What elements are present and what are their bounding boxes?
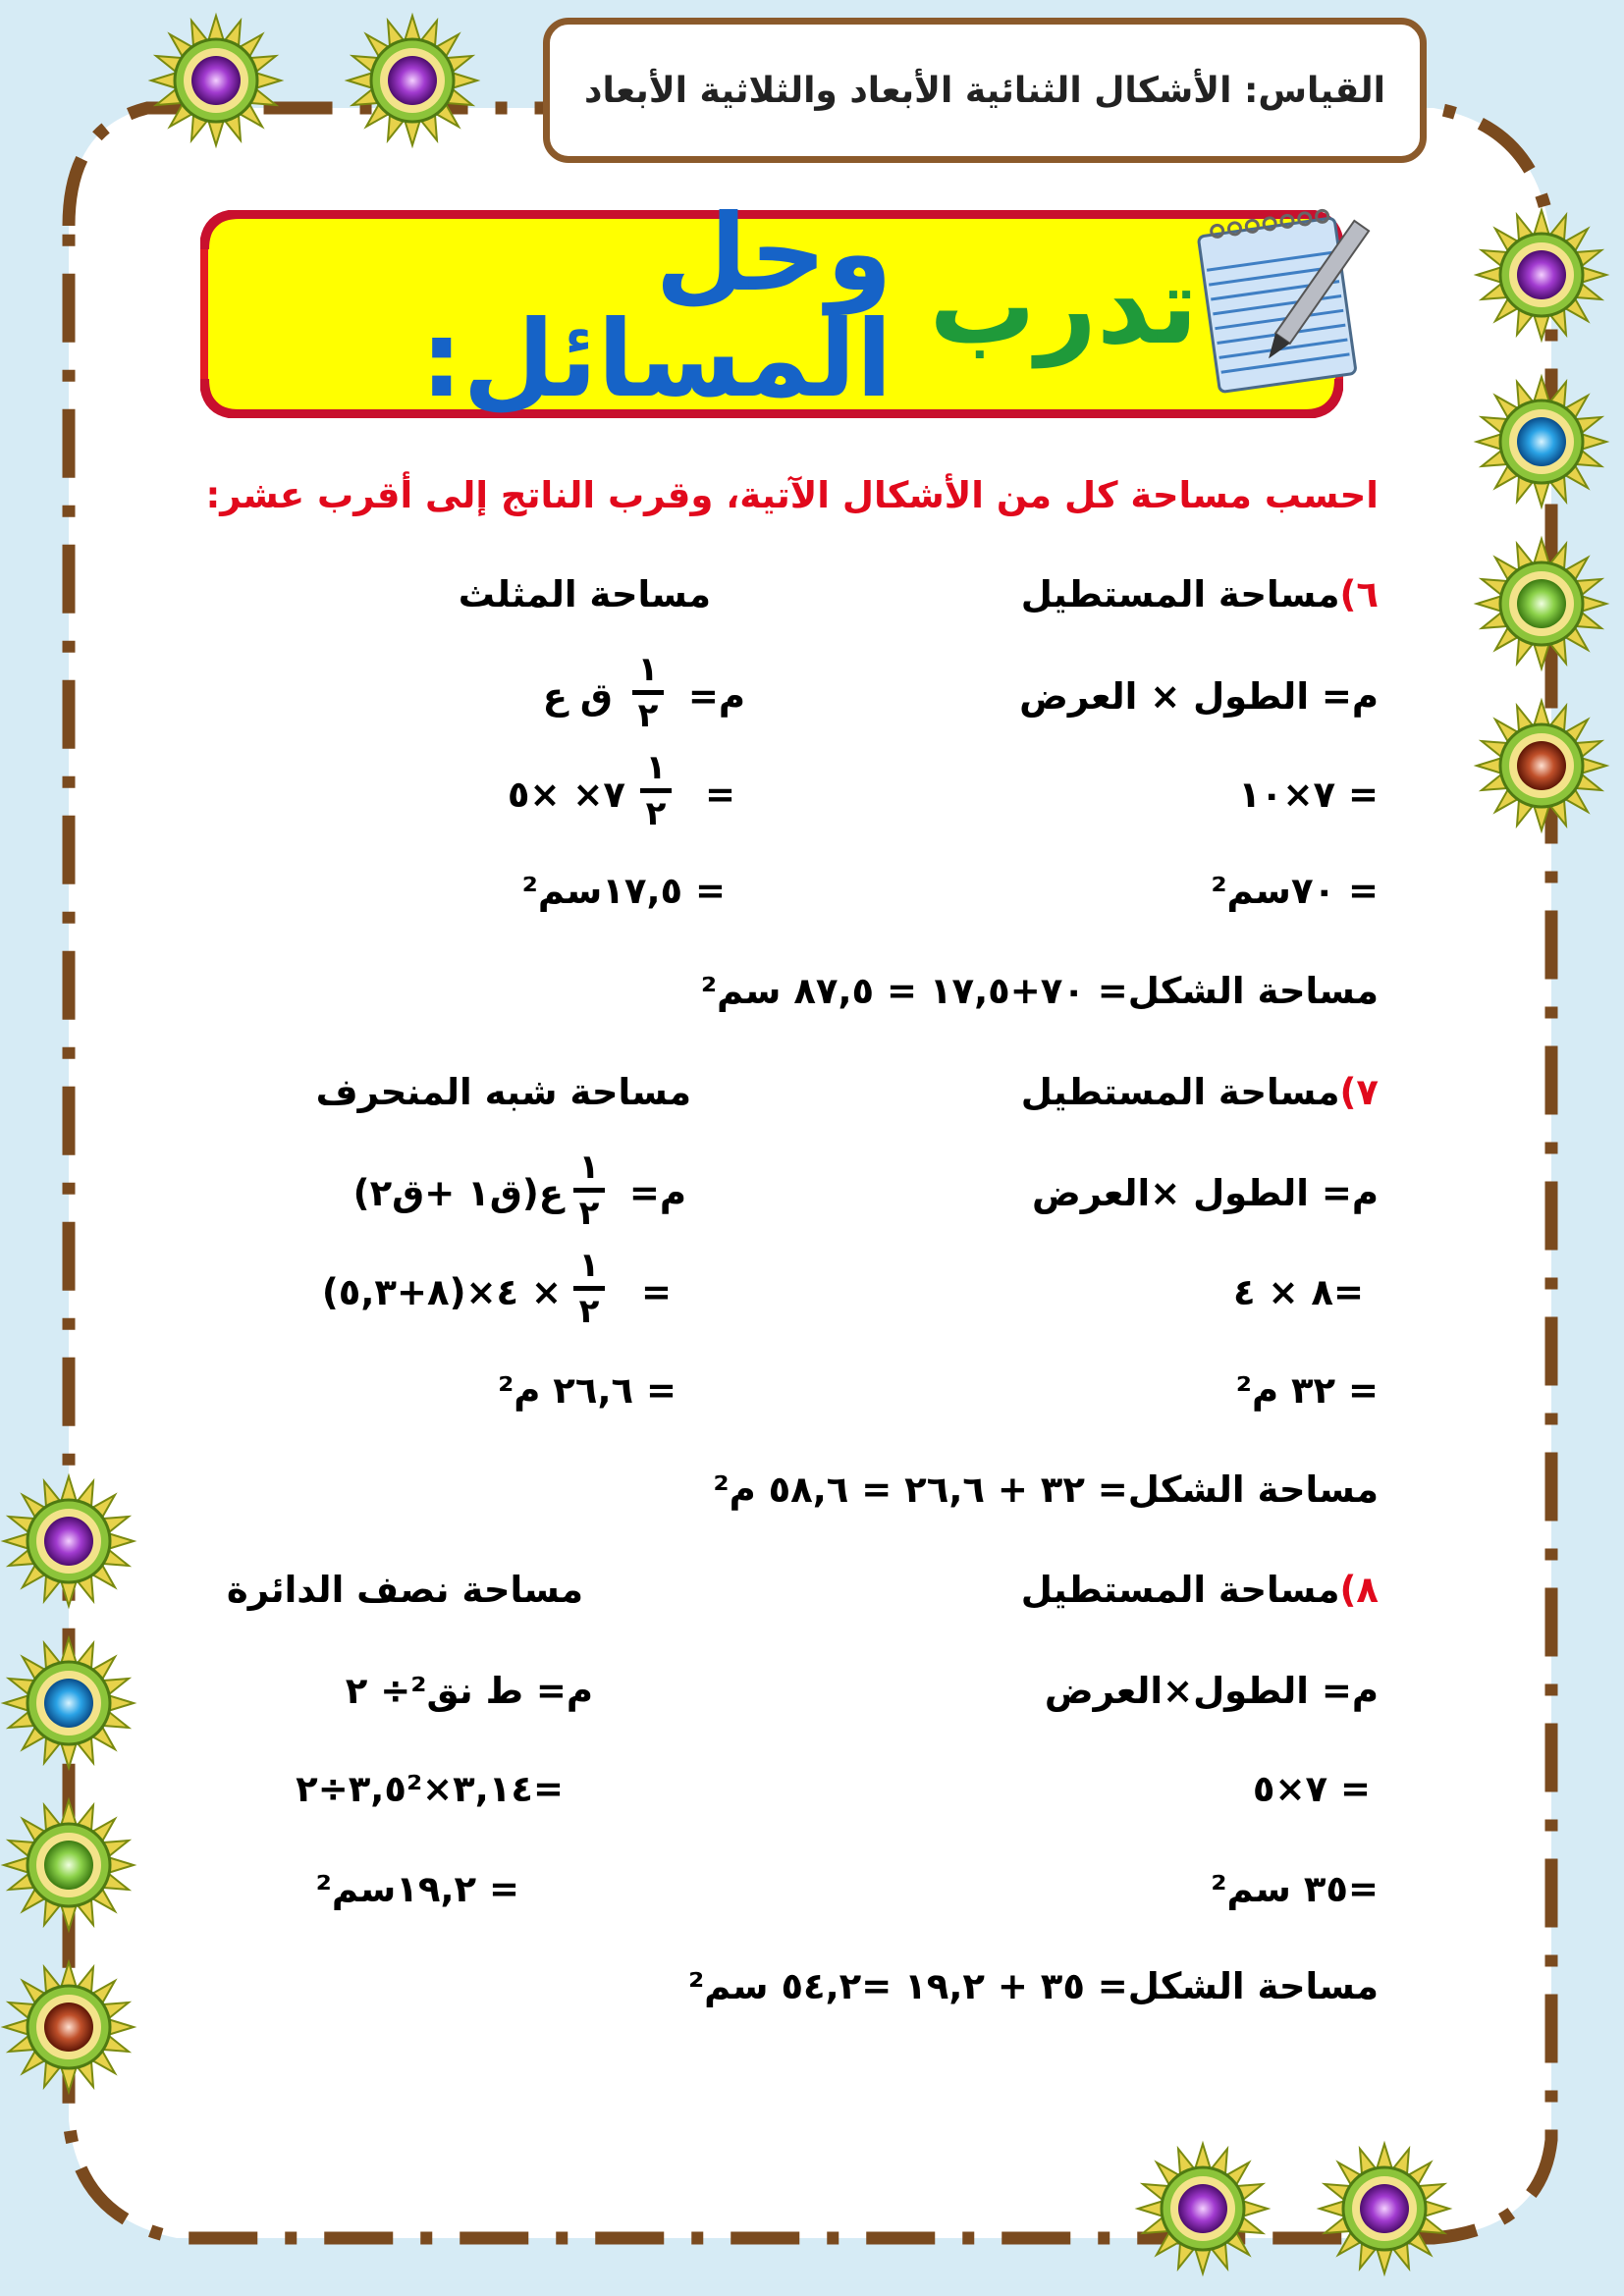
problem-8-rect-line2: = ٧×٥	[1252, 1768, 1371, 1810]
flower-ornament-icon	[0, 1958, 137, 2096]
fraction-half: ١ ٢	[636, 751, 676, 834]
flower-ornament-icon	[1134, 2140, 1272, 2277]
flower-ornament-icon	[1473, 535, 1610, 672]
problem-6-rect-line1: م= الطول × العرض	[1019, 675, 1379, 718]
flower-ornament-icon	[0, 1634, 137, 1772]
problem-8-semi-line1: م= ط نق²÷ ٢	[345, 1670, 593, 1712]
problem-7-trap-suffix1: ع(ق١ +ق٢)	[352, 1172, 564, 1214]
problem-8-rect-line1: م= الطول×العرض	[1044, 1670, 1379, 1712]
problem-8-semi-line3: = ١٩,٢سم²	[315, 1868, 519, 1910]
problem-7-rect-line2: =٨ × ٤	[1233, 1271, 1364, 1313]
problem-7-trap-line3: = ٢٦,٦ م²	[498, 1369, 677, 1412]
flower-ornament-icon	[0, 1796, 137, 1934]
problem-6-rect-title: ٦)مساحة المستطيل	[1020, 573, 1379, 615]
problem-8-semicircle-title: مساحة نصف الدائرة	[226, 1569, 583, 1611]
problem-6-tri-prefix1: م=	[687, 675, 745, 718]
flower-ornament-icon	[1473, 373, 1610, 510]
problem-7-total: مساحة الشكل= ٣٢ + ٢٦,٦ = ٥٨,٦ م²	[713, 1468, 1379, 1511]
problem-7-trapezoid-title: مساحة شبه المنحرف	[315, 1071, 691, 1113]
problem-8-rect-line3: =٣٥ سم²	[1211, 1868, 1379, 1910]
problem-6-tri-suffix2: ٧× ×٥	[507, 774, 625, 816]
banner-word-practice: تدرب	[929, 245, 1198, 368]
problem-8-total: مساحة الشكل= ٣٥ + ١٩,٢ =٥٤,٢ سم²	[687, 1965, 1379, 2007]
banner-title	[295, 192, 1198, 421]
flower-ornament-icon	[147, 12, 285, 149]
problem-8-rect-title: ٨)مساحة المستطيل	[1020, 1569, 1379, 1611]
problem-7-trap-suffix2: × ٤×(٨+٥,٣)	[321, 1271, 562, 1313]
flower-ornament-icon	[0, 1472, 137, 1610]
problem-number: ٧)	[1339, 1071, 1379, 1113]
problem-7-rect-line1: م= الطول ×العرض	[1031, 1172, 1379, 1214]
problem-8-semi-line2: =٣,١٤×٣,٥²÷٢	[296, 1768, 564, 1810]
problem-6-tri-suffix1: ق ع	[542, 675, 613, 718]
header-title: القياس: الأشكال الثنائية الأبعاد والثلاثية الأبعاد	[583, 70, 1386, 111]
problem-7-rect-line3: = ٣٢ م²	[1235, 1369, 1379, 1412]
notepad-pencil-icon	[1188, 201, 1375, 398]
problem-6-tri-line3: = ١٧,٥سم²	[521, 870, 726, 912]
flower-ornament-icon	[1316, 2140, 1453, 2277]
problem-number: ٨)	[1339, 1569, 1379, 1611]
fraction-half: ١ ٢	[569, 1150, 609, 1234]
problem-7-rect-title: ٧)مساحة المستطيل	[1020, 1071, 1379, 1113]
fraction-half: ١ ٢	[628, 653, 668, 736]
problem-6-rect-line2: = ٧×١٠	[1238, 774, 1379, 816]
problem-6-triangle-title: مساحة المثلث	[458, 573, 711, 615]
problem-7-trap-prefix2: =	[640, 1271, 672, 1313]
fraction-half: ١ ٢	[569, 1249, 609, 1332]
header-box	[543, 18, 1427, 163]
instruction-text: احسب مساحة كل من الأشكال الآتية، وقرب الناتج إلى أقرب عشر:	[205, 474, 1379, 516]
problem-6-total: مساحة الشكل= ٧٠+١٧,٥ = ٨٧,٥ سم²	[700, 970, 1379, 1012]
flower-ornament-icon	[344, 12, 481, 149]
flower-ornament-icon	[1473, 206, 1610, 344]
problem-6-tri-prefix2: =	[704, 774, 735, 816]
problem-number: ٦)	[1339, 573, 1379, 615]
flower-ornament-icon	[1473, 697, 1610, 834]
problem-6-rect-line3: = ٧٠سم²	[1211, 870, 1379, 912]
problem-7-trap-prefix1: م=	[628, 1172, 686, 1214]
banner-word-solve: وحل المسائل:	[420, 192, 893, 421]
